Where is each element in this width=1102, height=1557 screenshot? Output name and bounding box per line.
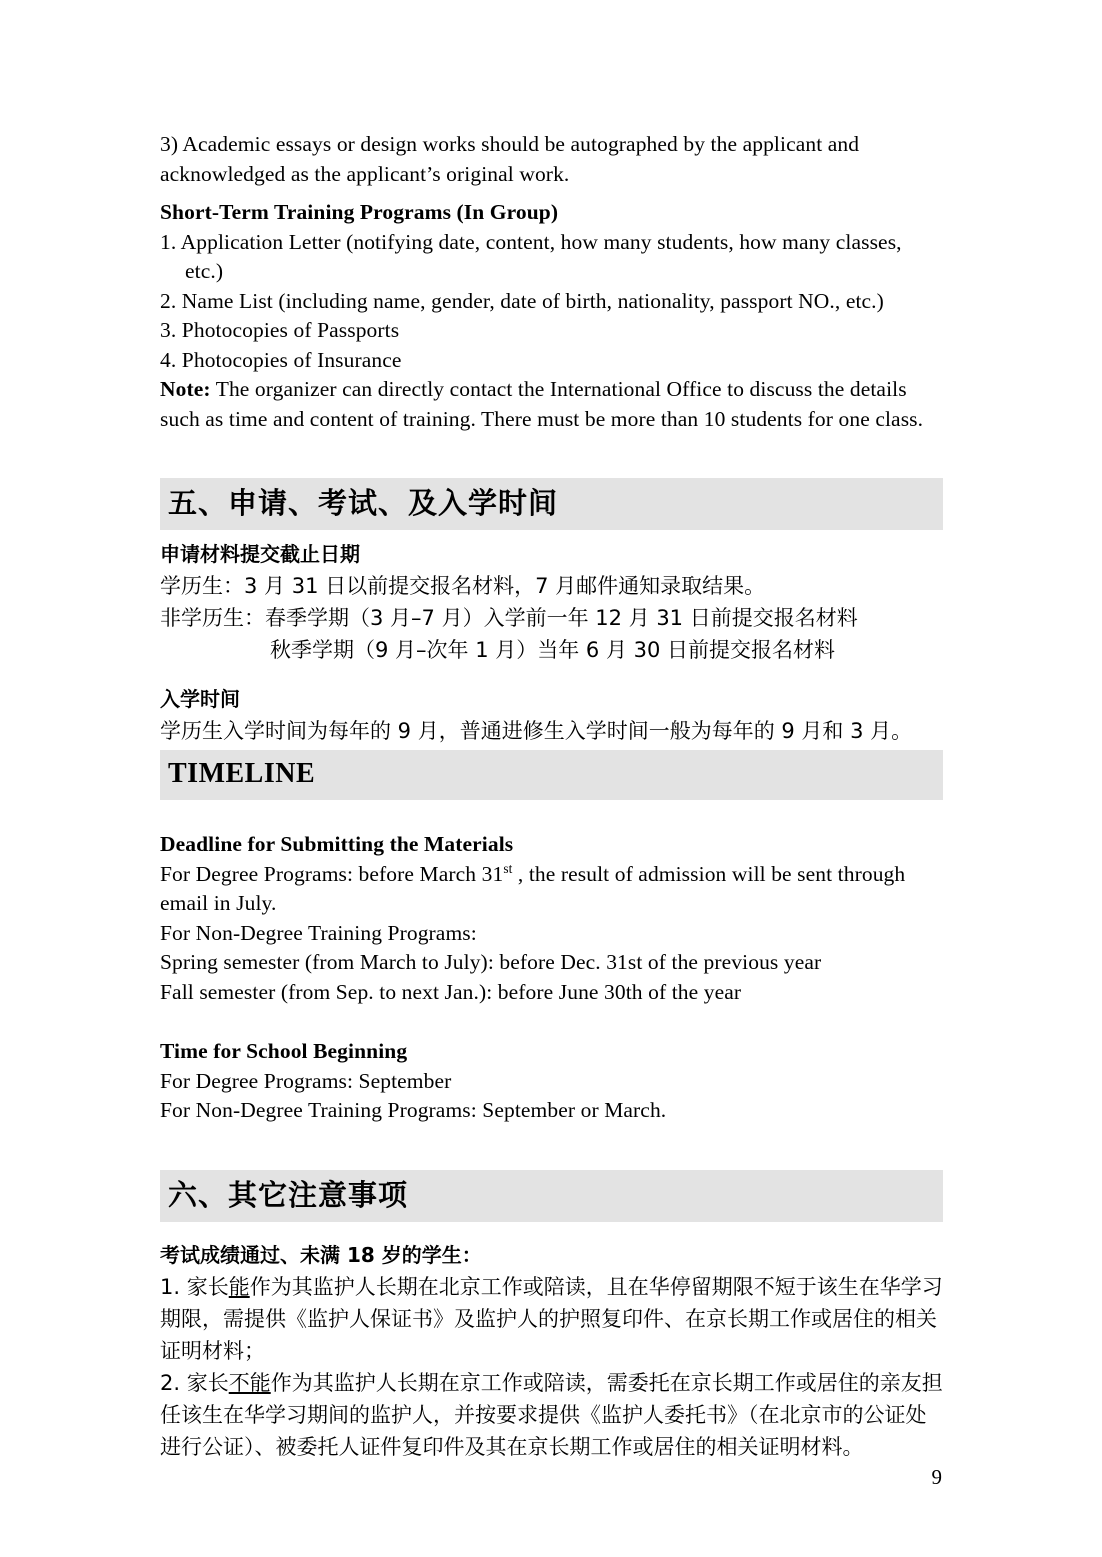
timeline-banner [160, 750, 943, 800]
spacer [160, 530, 944, 539]
ordinal-superscript: st [503, 860, 513, 876]
section-six-banner [160, 1170, 943, 1222]
guardian-item-2-after: 作为其监护人长期在京工作或陪读，需委托在京长期工作或居住的亲友担任该生在华学习期间的监护人，并按要求提供《监护人委托书》（在北京市的公证处进行公证）、被委托人证件复印件及其在京长期工作或居住的相关证明材料。 [160, 1370, 943, 1459]
section-six-banner-label: 六、其它注意事项 [168, 1177, 409, 1212]
school-beginning-nondegree: For Non-Degree Training Programs: September or March. [160, 1098, 667, 1122]
degree-deadline-suffix: , the result of admission will be sent through email in July. [160, 861, 906, 915]
deadline-cn-line-nondegree-fall: 秋季学期（9 月–次年 1 月）当年 6 月 30 日前提交报名材料 [270, 638, 836, 662]
degree-deadline-prefix: For Degree Programs: before March 31 [160, 861, 504, 886]
spacer [160, 1126, 944, 1170]
short-term-item-3: 3. Photocopies of Passports [160, 318, 400, 342]
short-term-item-2: 2. Name List (including name, gender, date of birth, nationality, passport NO., etc.) [160, 288, 884, 313]
timeline-deadline-heading: Deadline for Submitting the Materials [160, 832, 514, 856]
spacer [160, 189, 944, 198]
spacer [160, 434, 944, 478]
short-term-item-4: 4. Photocopies of Insurance [160, 347, 402, 372]
spacer [160, 666, 944, 684]
deadline-cn-heading: 申请材料提交截止日期 [160, 542, 360, 566]
guardian-requirements-heading: 考试成绩通过、未满 18 岁的学生： [160, 1242, 482, 1267]
note-label: Note: [160, 377, 211, 401]
note-text: The organizer can directly contact the International Office to discuss the details such as time and content of training. There must be more than 10 students for one class. [160, 377, 924, 431]
spacer [160, 1222, 944, 1240]
section-five-banner-label: 五、申请、考试、及入学时间 [168, 486, 559, 520]
page-number: 9 [931, 1465, 942, 1489]
timeline-spring-semester: Spring semester (from March to July): before Dec. 31st of the previous year [160, 950, 822, 974]
short-term-item-1: 1. Application Letter (notifying date, content, how many students, how many classes, etc.) [160, 229, 902, 283]
academic-essays-paragraph: 3) Academic essays or design works should be autographed by the applicant and acknowledged as the applicant’s original work. [160, 132, 860, 186]
guardian-item-1-before: 1. 家长 [160, 1274, 229, 1299]
deadline-cn-line-degree: 学历生：3 月 31 日以前提交报名材料，7 月邮件通知录取结果。 [160, 574, 766, 598]
guardian-item-2-underlined: 不能 [228, 1370, 271, 1395]
spacer [160, 1007, 944, 1037]
enrollment-cn-heading: 入学时间 [160, 687, 240, 711]
guardian-item-1 [160, 1271, 944, 1367]
school-beginning-degree: For Degree Programs: September [160, 1068, 452, 1093]
timeline-fall-semester: Fall semester (from Sep. to next Jan.): before June 30th of the year [160, 979, 742, 1004]
deadline-cn-line-nondegree-spring: 非学历生：春季学期（3 月–7 月）入学前一年 12 月 31 日前提交报名材料 [160, 606, 858, 630]
guardian-item-1-after: 作为其监护人长期在北京工作或陪读，且在华停留期限不短于该生在华学习期限，需提供《监护人保证书》及监护人的护照复印件、在京长期工作或居住的相关证明材料； [160, 1274, 943, 1363]
section-five-banner [160, 478, 943, 530]
short-term-training-heading: Short-Term Training Programs (In Group) [160, 200, 559, 224]
timeline-banner-label: TIMELINE [168, 758, 316, 789]
short-term-note [160, 375, 944, 434]
school-beginning-heading: Time for School Beginning [160, 1039, 408, 1063]
guardian-item-2-before: 2. 家长 [160, 1370, 229, 1395]
timeline-degree-deadline [160, 860, 944, 919]
enrollment-cn-text: 学历生入学时间为每年的 9 月，普通进修生入学时间一般为每年的 9 月和 3 月。 [160, 719, 913, 743]
guardian-item-2 [160, 1367, 944, 1463]
timeline-nondegree-heading: For Non-Degree Training Programs: [160, 920, 477, 945]
guardian-item-1-underlined: 能 [228, 1274, 250, 1299]
spacer [160, 800, 944, 830]
